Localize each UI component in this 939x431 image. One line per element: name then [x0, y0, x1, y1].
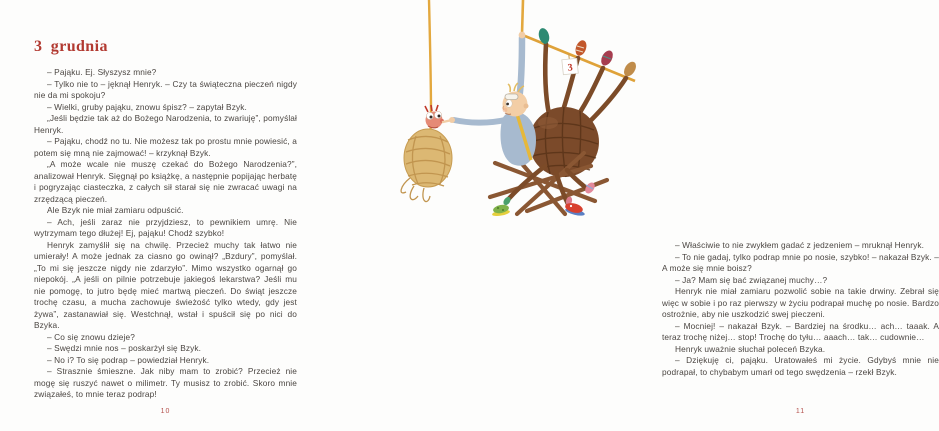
paragraph: – Ach, jeśli zaraz nie przyjdziesz, to pewnikiem umrę. Nie wytrzymam tego dłużej! Ej, pająku! Chodź szybko! — [34, 216, 297, 238]
paragraph: – Strasznie śmieszne. Jak niby mam to zrobić? Przecież nie mogę się ruszyć nawet o milimetr. Ty musisz to zrobić. Skoro mnie związałeś, to mnie teraz podrap! — [34, 366, 297, 399]
silk-thread-right — [522, 0, 523, 34]
fly-antennae — [425, 105, 438, 112]
spider-hand-up — [519, 32, 526, 39]
paragraph: – Pająku, chodź no tu. Nie możesz tak po prostu mnie powiesić, a potem się mną nie zajmować! – krzyknął Bzyk. — [34, 136, 297, 158]
paragraph: Henryk uważnie słuchał poleceń Bzyka. — [675, 343, 826, 354]
paragraph: – To nie gadaj, tylko podrap mnie po nosie, szybko! – nakazał Bzyk. – A może się mnie boisz? — [662, 251, 939, 273]
ear — [524, 104, 529, 109]
paragraph: – Mocniej! – nakazał Bzyk. – Bardziej na środku… ach… taaak. A teraz trochę niżej… stop! Trochę do tyłu… aaach… tak… cudownie… — [662, 320, 939, 342]
left-page — [0, 0, 317, 431]
spider-deckchair-illustration — [398, 0, 635, 238]
paragraph: – Wielki, gruby pająku, znowu śpisz? – zapytał Bzyk. — [47, 101, 247, 112]
paragraph: Henryk zamyślił się na chwilę. Przecież muchy tak łatwo nie umierały! A może jednak za ciasno go owinął? „Bzdury”, pomyślał. „To mi się jeszcze nigdy nie zdarzyło”. Mimo wszystko ogarnął go niepokój. „A jeśli on pilnie potrzebuje jakiegoś lekarstwa? Jeśli mu nie pomogę, to jutro będę mieć martwą pieczeń. Do świąt jeszcze trochę czasu, a mucha zachowuje świeżość tylko wtedy, gdy jest żywa”, zastanawiał się. Westchnął, wstał i spuścił się po nici do Bzyka. — [34, 239, 297, 330]
paragraph: Henryk nie miał zamiaru pozwolić sobie na takie drwiny. Zebrał się więc w sobie i po raz pierwszy w życiu podrapał muchę po nosie. Bardzo ostrożnie, aby nie uszkodzić swej pieczeni. — [662, 286, 939, 319]
paragraph: Ale Bzyk nie miał zamiaru odpuścić. — [47, 205, 184, 215]
spider-head — [503, 83, 529, 117]
page-number-left: 10 — [160, 408, 171, 415]
cheek — [503, 108, 508, 113]
socks-on-line — [537, 27, 638, 78]
page-number-right: 11 — [795, 408, 806, 415]
paragraph: – Co się znowu dzieje? — [47, 331, 135, 342]
fly-head — [425, 105, 444, 129]
right-text-column — [662, 240, 939, 378]
glasses-band — [505, 94, 518, 100]
paragraph: – No i? To się podrap – powiedział Henryk. — [47, 354, 210, 365]
paragraph: – Swędzi mnie nos – poskarżył się Bzyk. — [47, 343, 202, 353]
chapter-heading: 3 grudnia — [34, 38, 108, 55]
fly-cocoon — [401, 129, 452, 202]
left-text-column — [34, 67, 297, 401]
paragraph: „A może wcale nie muszę czekać do Bożego Narodzenia?”, analizował Henryk. Sięgnął po książkę, a następnie popijając herbatę i pogryzając ciasteczka, z całych sił starał się nie zwracać uwagi na zrzędzącą pieczeń. — [34, 159, 297, 204]
paragraph: – Tylko nie to – jęknął Henryk. – Czy ta świąteczna pieczeń nigdy nie da mi spokoju? — [34, 78, 297, 100]
paragraph: – Właściwie to nie zwykłem gadać z jedzeniem – mruknął Henryk. — [675, 240, 925, 250]
spider-arm-extended — [443, 117, 505, 123]
paragraph: – Ja? Mam się bać związanej muchy…? — [675, 274, 828, 285]
paragraph: – Dziękuję ci, pająku. Uratowałeś mi życie. Gdybyś mnie nie podrapał, to chybabym umarł od tego swędzenia – rzekł Bzyk. — [662, 355, 939, 377]
paragraph: „Jeśli będzie tak aż do Bożego Narodzenia, to zwariuję”, pomyślał Henryk. — [34, 113, 297, 135]
advent-tag-number: 3 — [567, 62, 574, 74]
paragraph: – Pająku. Ej. Słyszysz mnie? — [47, 67, 157, 77]
